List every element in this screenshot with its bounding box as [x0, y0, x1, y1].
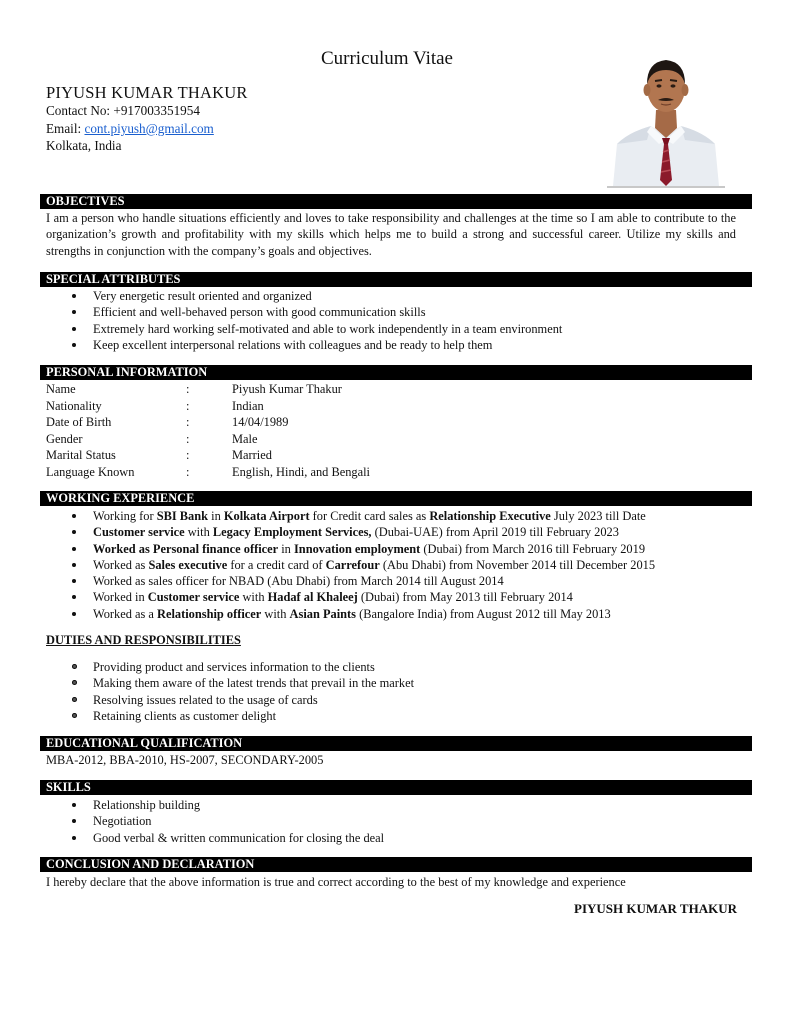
list-item: Efficient and well-behaved person with good communication skills: [46, 304, 746, 320]
skills-list: [46, 797, 746, 846]
row-value: Piyush Kumar Thakur: [232, 382, 342, 396]
list-item: Relationship building: [46, 797, 746, 813]
email-label: Email:: [46, 121, 85, 136]
row-separator: :: [186, 464, 190, 479]
duties-list: [46, 659, 746, 724]
list-item: Retaining clients as customer delight: [46, 708, 746, 724]
experience-item: Worked in Customer service with Hadaf al Khaleej (Dubai) from May 2013 till February 2014: [46, 589, 746, 605]
list-item: Making them aware of the latest trends that prevail in the market: [46, 675, 746, 691]
personal-information-table: [46, 381, 370, 480]
education-text: MBA-2012, BBA-2010, HS-2007, SECONDARY-2005: [46, 753, 324, 767]
experience-item: Working for SBI Bank in Kolkata Airport for Credit card sales as Relationship Executive July 2023 till Date: [46, 508, 746, 524]
row-separator: :: [186, 431, 190, 446]
experience-item: Customer service with Legacy Employment Services, (Dubai-UAE) from April 2019 till February 2023: [46, 524, 746, 540]
location: Kolkata, India: [46, 138, 122, 153]
row-value: Married: [232, 448, 272, 462]
row-label: Nationality: [46, 398, 102, 413]
row-separator: :: [186, 382, 190, 396]
candidate-name: PIYUSH KUMAR THAKUR: [46, 83, 248, 102]
objectives-text: I am a person who handle situations efficiently and loves to take responsibility and challenges at the time so I am able to contribute to the organization’s growth and profitability with my skills which helps me to build a strong and successful career. Utilize my skills and strengths in conjunction with the company’s goals and objectives.: [46, 211, 736, 258]
profile-photo: [607, 40, 725, 188]
email-line: [46, 121, 214, 137]
page-title: Curriculum Vitae: [320, 48, 453, 69]
list-item: Very energetic result oriented and organized: [46, 288, 746, 304]
objectives-heading: OBJECTIVES: [40, 194, 752, 209]
contact-value: +917003351954: [113, 103, 200, 118]
personal-information-heading: PERSONAL INFORMATION: [40, 365, 752, 380]
duties-heading: DUTIES AND RESPONSIBILITIES: [46, 633, 241, 647]
special-attributes-list: [46, 288, 746, 353]
row-value: English, Hindi, and Bengali: [232, 464, 371, 479]
row-separator: :: [186, 398, 190, 413]
list-item: Extremely hard working self-motivated and able to work independently in a team environment: [46, 321, 746, 337]
table-row: [46, 414, 370, 431]
list-item: Good verbal & written communication for closing the deal: [46, 830, 746, 846]
experience-item: Worked as Sales executive for a credit card of Carrefour (Abu Dhabi) from November 2014 till December 2015: [46, 557, 746, 573]
row-label: Gender: [46, 431, 83, 446]
working-experience-heading: WORKING EXPERIENCE: [40, 491, 752, 506]
row-separator: :: [186, 415, 190, 429]
contact-number: [46, 103, 200, 119]
row-separator: :: [186, 448, 190, 462]
row-value: Male: [232, 431, 258, 446]
table-row: [46, 431, 370, 448]
row-label: Marital Status: [46, 448, 116, 462]
special-attributes-heading: SPECIAL ATTRIBUTES: [40, 272, 752, 287]
list-item: Providing product and services information to the clients: [46, 659, 746, 675]
list-item: Resolving issues related to the usage of cards: [46, 692, 746, 708]
row-label: Language Known: [46, 464, 135, 479]
contact-label: Contact No:: [46, 103, 114, 118]
conclusion-heading: CONCLUSION AND DECLARATION: [40, 857, 752, 872]
education-heading: EDUCATIONAL QUALIFICATION: [40, 736, 752, 751]
table-row: [46, 447, 370, 464]
row-value: Indian: [232, 398, 264, 413]
table-row: [46, 398, 370, 415]
email-link[interactable]: cont.piyush@gmail.com: [84, 121, 214, 136]
table-row: [46, 464, 370, 481]
row-value: 14/04/1989: [232, 415, 289, 429]
list-item: Keep excellent interpersonal relations with colleagues and be ready to help them: [46, 337, 746, 353]
table-row: [46, 381, 370, 398]
conclusion-text: I hereby declare that the above information is true and correct according to the best of my knowledge and experience: [46, 875, 626, 889]
list-item: Negotiation: [46, 813, 746, 829]
experience-item: Worked as a Relationship officer with Asian Paints (Bangalore India) from August 2012 till May 2013: [46, 606, 746, 622]
working-experience-list: [46, 508, 746, 622]
row-label: Date of Birth: [46, 415, 112, 429]
experience-item: Worked as sales officer for NBAD (Abu Dhabi) from March 2014 till August 2014: [46, 573, 746, 589]
row-label: Name: [46, 382, 76, 396]
experience-item: Worked as Personal finance officer in Innovation employment (Dubai) from March 2016 till February 2019: [46, 541, 746, 557]
signature-name: PIYUSH KUMAR THAKUR: [574, 901, 737, 916]
skills-heading: SKILLS: [40, 780, 752, 795]
